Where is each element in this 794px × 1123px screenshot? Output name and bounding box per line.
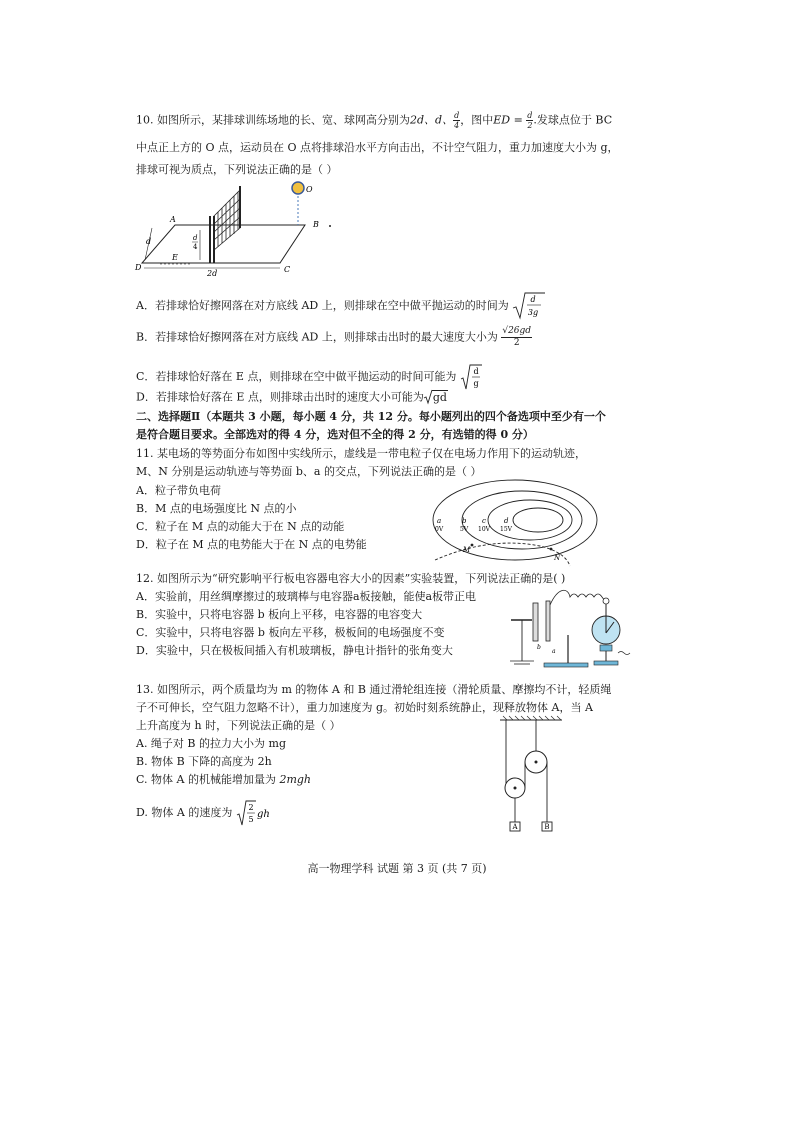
sqrt-expr (460, 364, 484, 390)
label-d: d (146, 237, 152, 246)
expr: 2mgh (279, 773, 312, 786)
sqrt-expr (512, 292, 546, 320)
q10-dims: 2d、d、 (410, 113, 454, 127)
q11-stem-line2: M、N 分别是运动轨迹与等势面 b、a 的交点，下列说法正确的是（ ） (136, 465, 482, 478)
q13-stem-line1: 13. 如图所示，两个质量均为 m 的物体 A 和 B 通过滑轮组连接（滑轮质量、摩擦均不计，轻质绳 (136, 683, 612, 696)
q10-option-b (136, 326, 532, 349)
ceiling-hatch (503, 716, 561, 720)
label-d4-den: 4 (193, 243, 198, 251)
q11-stem-line1: 11. 某电场的等势面分布如图中实线所示，虚线是一带电粒子仅在电场力作用下的运动轨迹， (136, 447, 586, 460)
option-text: D．若排球恰好落在 E 点，则排球击出时的速度大小可能为 (136, 390, 424, 404)
q13-option-d (136, 800, 276, 826)
q10-stem-text-b: ，图中 (460, 113, 494, 127)
label-va: 0V (435, 526, 444, 533)
q13-stem-line2: 子不可伸长，空气阻力忽略不计），重力加速度为 g。初始时刻系统静止，现释放物体 A，当 A (136, 701, 593, 714)
section2-heading-line1: 二、选择题Ⅱ（本题共 3 小题，每小题 4 分，共 12 分。每小题列出的四个备选项中至少有一个 (136, 410, 606, 423)
q12-option-c: C．实验中，只将电容器 b 板向左平移，极板间的电场强度不变 (136, 626, 445, 639)
sqrt-expr (236, 800, 276, 826)
q12-option-b: B．实验中，只将电容器 b 板向上平移，电容器的电容变大 (136, 608, 423, 621)
label-C: C (284, 265, 291, 274)
q10-stem-line1 (136, 111, 612, 130)
expr-num: d (530, 295, 536, 304)
q10-stem-text-c: .发球点位于 BC (533, 113, 613, 127)
expr: gh (256, 809, 270, 820)
frac-expr (501, 326, 532, 349)
frac-num: d (527, 111, 533, 120)
label-A: A (512, 823, 518, 831)
q10-stem-line2: 中点正上方的 O 点，运动员在 O 点将排球沿水平方向击出，不计空气阻力，重力加速度大小为 g， (136, 141, 619, 154)
option-text: A．若排球恰好擦网落在对方底线 AD 上，则排球在空中做平抛运动的时间为 (136, 299, 509, 312)
q13-option-b: B. 物体 B 下降的高度为 2h (136, 755, 272, 768)
label-B: B (313, 220, 319, 229)
sqrt-icon (424, 390, 432, 404)
label-vd: 15V (500, 526, 512, 533)
q12-option-a: A．实验前，用丝绸摩擦过的玻璃棒与电容器a板接触，能使a板带正电 (136, 590, 477, 603)
label-O: O (306, 185, 313, 194)
q12-option-d: D．实验中，只在极板间插入有机玻璃板，静电计指针的张角变大 (136, 644, 453, 657)
court-outline (142, 225, 305, 263)
q13-option-c (136, 773, 311, 787)
q11-option-d: D．粒子在 M 点的电势能大于在 N 点的电势能 (136, 538, 367, 551)
label-a: a (552, 648, 556, 655)
q10-court-figure (130, 180, 340, 280)
section2-heading-line2: 是符合题目要求。全部选对的得 4 分，选对但不全的得 2 分，有选错的得 0 分） (136, 428, 534, 441)
frac-den: 2 (527, 121, 533, 130)
sqrt-icon (460, 364, 484, 390)
sqrt-icon (512, 292, 546, 320)
q10-stem-line3: 排球可视为质点，下列说法正确的是（ ） (136, 163, 338, 176)
q13-option-a: A. 绳子对 B 的拉力大小为 mg (136, 737, 286, 750)
label-c: c (482, 517, 486, 525)
label-d: d (504, 517, 509, 525)
label-d4-num: d (193, 234, 198, 242)
q10-eq: = (510, 113, 527, 127)
q12-stem: 12. 如图所示为“研究影响平行板电容器电容大小的因素”实验装置，下列说法正确的是( ) (136, 572, 566, 585)
label-b: b (462, 517, 467, 525)
q11-equipotential-figure (430, 476, 600, 570)
plate-a (546, 601, 550, 641)
plate-b (533, 603, 538, 641)
label-b: b (537, 644, 541, 651)
q13-stem-line3: 上升高度为 h 时，下列说法正确的是（ ） (136, 719, 341, 732)
expr-den: g (473, 379, 479, 388)
expr-den: 3g (528, 308, 539, 317)
expr-den: 2 (513, 338, 520, 348)
frac-den: 4 (454, 121, 460, 130)
q12-capacitor-figure (508, 587, 636, 671)
label-vc: 10V (478, 526, 490, 533)
expr-num: √26gd (502, 326, 532, 336)
option-text: D. 物体 A 的速度为 (136, 806, 233, 819)
label-B: B (544, 823, 550, 831)
option-text: C．若排球恰好落在 E 点，则排球在空中做平抛运动的时间可能为 (136, 370, 457, 383)
trajectory (435, 543, 570, 566)
page-footer: 高一物理学科 试题 第 3 页 (共 7 页) (307, 862, 487, 875)
label-N: N (554, 554, 561, 562)
q10-option-c (136, 364, 484, 390)
sqrt-icon (236, 800, 276, 826)
label-E: E (172, 253, 178, 262)
option-text: C. 物体 A 的机械能增加量为 (136, 773, 280, 786)
label-a: a (437, 517, 442, 525)
q11-option-a: A．粒子带负电荷 (136, 484, 221, 497)
equipotential-b (462, 491, 582, 549)
volleyball-icon (292, 182, 304, 194)
q11-option-b: B．M 点的电场强度比 N 点的小 (136, 502, 297, 515)
sqrt-expr (432, 390, 448, 405)
q10-option-d (136, 390, 448, 405)
q10-stem-text-a: 10. 如图所示，某排球训练场地的长、宽、球网高分别为 (136, 113, 410, 127)
label-2d: 2d (207, 269, 218, 278)
expr-num: d (473, 367, 479, 376)
equipotential-c (488, 500, 572, 540)
frac-den: 5 (248, 815, 254, 824)
label-vb: 5V (460, 526, 469, 533)
q11-option-c: C．粒子在 M 点的动能大于在 N 点的动能 (136, 520, 345, 533)
expr: gd (432, 391, 447, 404)
option-text: B．若排球恰好擦网落在对方底线 AD 上，则排球击出时的最大速度大小为 (136, 330, 498, 344)
label-D: D (135, 263, 142, 272)
label-M: M (463, 546, 471, 554)
q13-pulley-figure (500, 716, 572, 836)
equipotential-d (513, 508, 563, 532)
label-A: A (170, 215, 176, 224)
q10-option-a (136, 292, 546, 320)
frac-num: 2 (248, 803, 254, 812)
q10-ed: ED (493, 113, 511, 127)
frac-num: d (454, 111, 460, 120)
